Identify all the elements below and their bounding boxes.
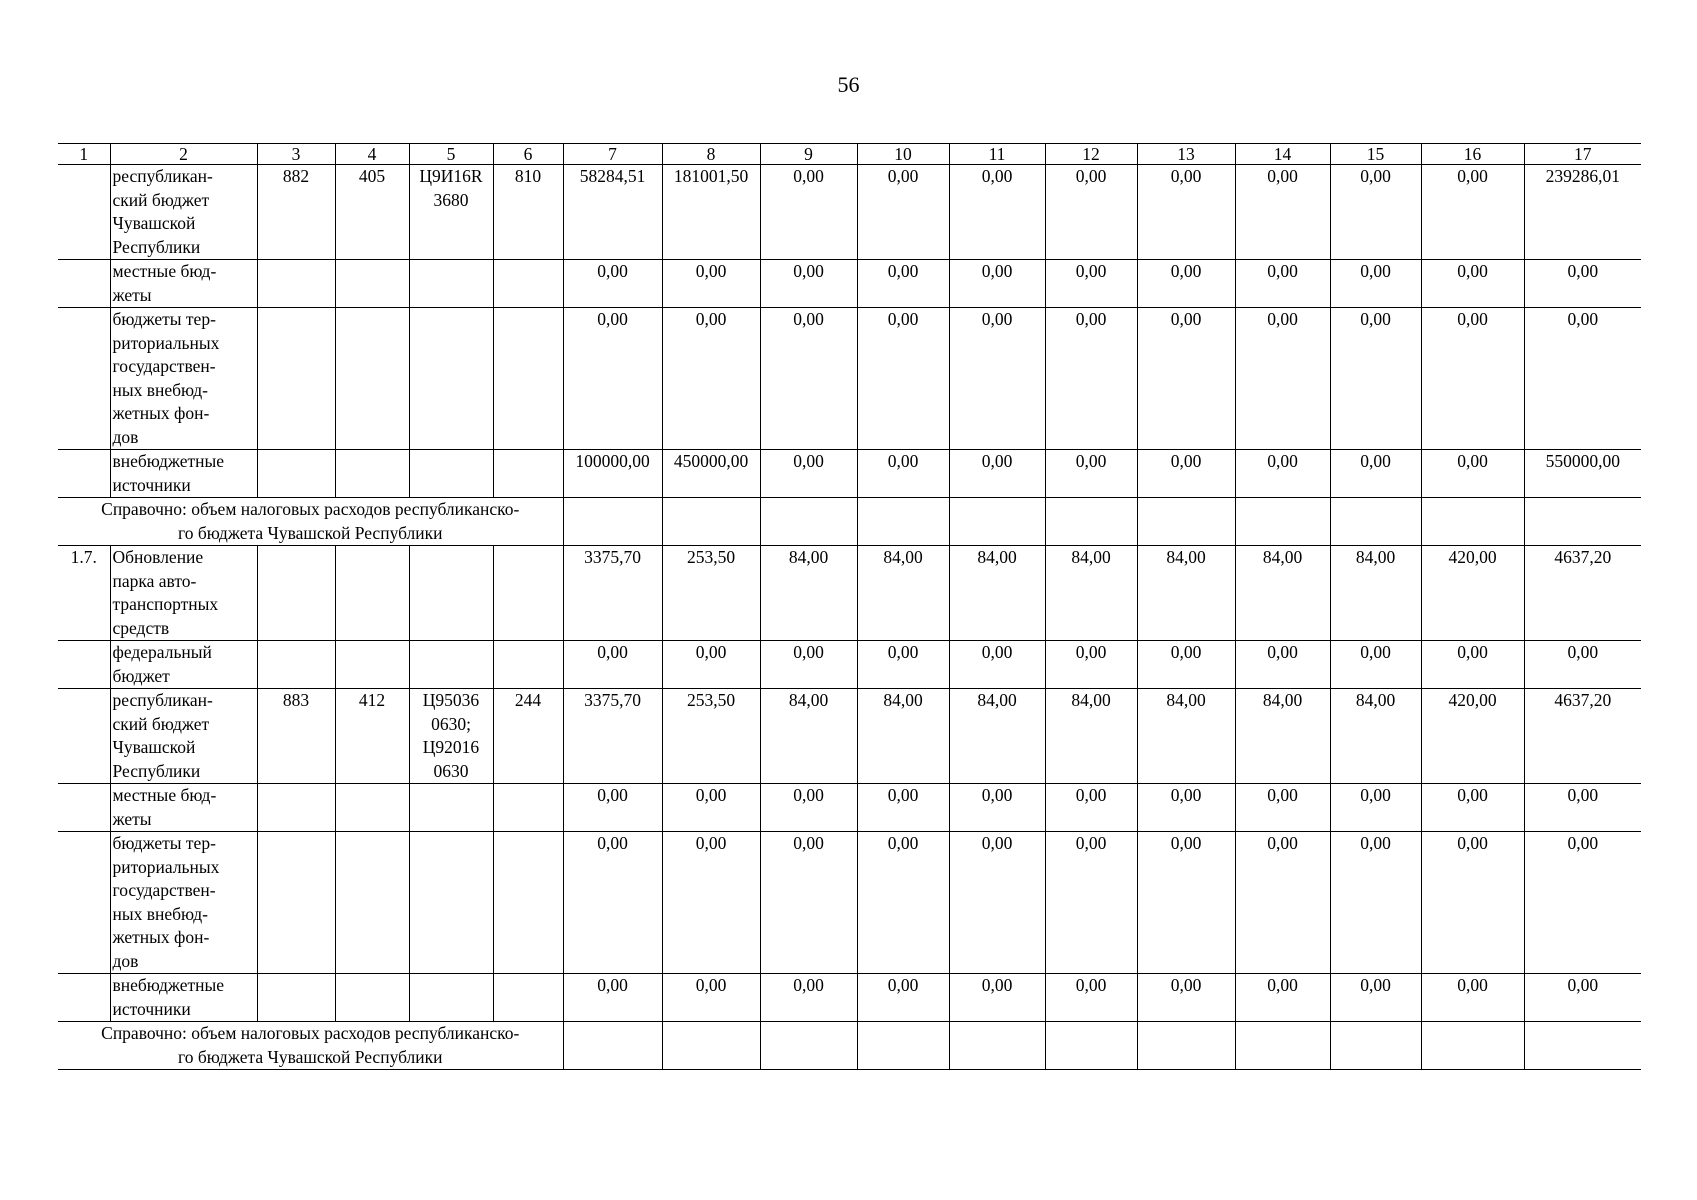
code-col3 xyxy=(257,784,335,832)
value-cell: 0,00 xyxy=(760,974,857,1022)
value-cell: 0,00 xyxy=(1330,450,1421,498)
column-header: 2 xyxy=(110,144,257,165)
code-col6 xyxy=(493,546,563,641)
column-header: 17 xyxy=(1524,144,1641,165)
column-header: 1 xyxy=(58,144,110,165)
code-col4: 412 xyxy=(335,689,409,784)
value-cell xyxy=(949,498,1045,546)
value-cell: 0,00 xyxy=(1137,784,1235,832)
value-cell: 0,00 xyxy=(857,308,949,450)
value-cell: 0,00 xyxy=(857,641,949,689)
value-cell: 0,00 xyxy=(1137,260,1235,308)
page-number: 56 xyxy=(837,72,860,97)
code-col5 xyxy=(409,260,493,308)
value-cell: 0,00 xyxy=(1045,832,1137,974)
value-cell: 0,00 xyxy=(1524,784,1641,832)
value-cell: 0,00 xyxy=(1045,974,1137,1022)
column-header: 8 xyxy=(662,144,760,165)
value-cell: 420,00 xyxy=(1421,689,1524,784)
value-cell: 0,00 xyxy=(563,974,662,1022)
value-cell: 0,00 xyxy=(857,974,949,1022)
code-col6 xyxy=(493,832,563,974)
table-row xyxy=(58,308,1641,450)
value-cell: 84,00 xyxy=(949,546,1045,641)
row-number: 1.7. xyxy=(58,546,110,641)
value-cell: 84,00 xyxy=(760,689,857,784)
column-header: 6 xyxy=(493,144,563,165)
column-header: 4 xyxy=(335,144,409,165)
value-cell: 0,00 xyxy=(1045,450,1137,498)
table-row xyxy=(58,974,1641,1022)
value-cell: 0,00 xyxy=(1421,832,1524,974)
column-header: 16 xyxy=(1421,144,1524,165)
value-cell: 0,00 xyxy=(1137,308,1235,450)
table-row xyxy=(58,641,1641,689)
row-name: внебюджетные источники xyxy=(110,974,257,1022)
value-cell: 0,00 xyxy=(1330,641,1421,689)
column-header: 9 xyxy=(760,144,857,165)
row-number xyxy=(58,165,110,260)
table-row xyxy=(58,165,1641,260)
table-row xyxy=(58,450,1641,498)
value-cell xyxy=(1235,1022,1330,1070)
row-number xyxy=(58,974,110,1022)
column-header: 13 xyxy=(1137,144,1235,165)
value-cell: 0,00 xyxy=(1421,641,1524,689)
code-col3 xyxy=(257,974,335,1022)
value-cell xyxy=(1235,498,1330,546)
code-col4 xyxy=(335,832,409,974)
value-cell: 181001,50 xyxy=(662,165,760,260)
code-col3 xyxy=(257,308,335,450)
value-cell: 420,00 xyxy=(1421,546,1524,641)
value-cell: 0,00 xyxy=(857,832,949,974)
row-number xyxy=(58,832,110,974)
code-col3: 883 xyxy=(257,689,335,784)
value-cell xyxy=(1045,498,1137,546)
code-col3 xyxy=(257,546,335,641)
table-row xyxy=(58,260,1641,308)
value-cell: 0,00 xyxy=(1524,832,1641,974)
value-cell: 0,00 xyxy=(949,260,1045,308)
table-row xyxy=(58,546,1641,641)
column-header: 11 xyxy=(949,144,1045,165)
code-col5 xyxy=(409,832,493,974)
value-cell: 0,00 xyxy=(1045,784,1137,832)
value-cell: 0,00 xyxy=(662,308,760,450)
row-number xyxy=(58,260,110,308)
value-cell: 0,00 xyxy=(949,641,1045,689)
code-col4 xyxy=(335,260,409,308)
code-col6 xyxy=(493,784,563,832)
row-number xyxy=(58,641,110,689)
code-col5 xyxy=(409,546,493,641)
value-cell: 84,00 xyxy=(1330,546,1421,641)
value-cell: 0,00 xyxy=(760,641,857,689)
value-cell: 0,00 xyxy=(760,260,857,308)
column-header: 7 xyxy=(563,144,662,165)
code-col5: Ц95036 0630; Ц92016 0630 xyxy=(409,689,493,784)
value-cell: 4637,20 xyxy=(1524,689,1641,784)
code-col6 xyxy=(493,641,563,689)
value-cell: 0,00 xyxy=(1421,784,1524,832)
code-col6 xyxy=(493,450,563,498)
value-cell: 0,00 xyxy=(563,784,662,832)
value-cell xyxy=(1524,1022,1641,1070)
value-cell xyxy=(1421,1022,1524,1070)
row-name: бюджеты тер- риториальных государствен- ных внебюд- жетных фон- дов xyxy=(110,832,257,974)
value-cell: 84,00 xyxy=(1045,689,1137,784)
column-header: 12 xyxy=(1045,144,1137,165)
code-col4 xyxy=(335,546,409,641)
row-name: бюджеты тер- риториальных государствен- ных внебюд- жетных фон- дов xyxy=(110,308,257,450)
reference-note: Справочно: объем налоговых расходов республиканско- го бюджета Чувашской Республики xyxy=(58,498,563,546)
value-cell xyxy=(662,498,760,546)
code-col4 xyxy=(335,974,409,1022)
value-cell xyxy=(857,1022,949,1070)
value-cell: 100000,00 xyxy=(563,450,662,498)
value-cell: 0,00 xyxy=(857,165,949,260)
column-header: 5 xyxy=(409,144,493,165)
value-cell: 0,00 xyxy=(760,165,857,260)
row-number xyxy=(58,689,110,784)
code-col4: 405 xyxy=(335,165,409,260)
value-cell: 84,00 xyxy=(857,689,949,784)
code-col6 xyxy=(493,260,563,308)
value-cell: 0,00 xyxy=(1330,165,1421,260)
code-col4 xyxy=(335,308,409,450)
row-name: местные бюд- жеты xyxy=(110,260,257,308)
value-cell: 0,00 xyxy=(1235,784,1330,832)
value-cell xyxy=(563,1022,662,1070)
value-cell xyxy=(760,1022,857,1070)
value-cell: 84,00 xyxy=(1235,689,1330,784)
value-cell: 84,00 xyxy=(857,546,949,641)
value-cell: 0,00 xyxy=(949,308,1045,450)
value-cell: 0,00 xyxy=(1137,450,1235,498)
row-name: внебюджетные источники xyxy=(110,450,257,498)
value-cell: 0,00 xyxy=(563,832,662,974)
code-col5 xyxy=(409,974,493,1022)
value-cell: 0,00 xyxy=(857,784,949,832)
value-cell: 0,00 xyxy=(1235,832,1330,974)
value-cell: 253,50 xyxy=(662,689,760,784)
value-cell: 0,00 xyxy=(1421,260,1524,308)
value-cell xyxy=(1137,1022,1235,1070)
value-cell: 0,00 xyxy=(1137,974,1235,1022)
value-cell: 0,00 xyxy=(662,974,760,1022)
value-cell: 0,00 xyxy=(1045,641,1137,689)
value-cell: 0,00 xyxy=(662,784,760,832)
value-cell: 84,00 xyxy=(1137,689,1235,784)
value-cell xyxy=(662,1022,760,1070)
value-cell: 0,00 xyxy=(1524,308,1641,450)
value-cell: 0,00 xyxy=(1421,450,1524,498)
value-cell: 84,00 xyxy=(1235,546,1330,641)
value-cell xyxy=(1330,498,1421,546)
value-cell: 0,00 xyxy=(760,450,857,498)
row-name: республикан- ский бюджет Чувашской Республики xyxy=(110,689,257,784)
code-col4 xyxy=(335,641,409,689)
column-header: 3 xyxy=(257,144,335,165)
value-cell: 0,00 xyxy=(1235,260,1330,308)
value-cell: 0,00 xyxy=(857,260,949,308)
value-cell: 0,00 xyxy=(1137,832,1235,974)
value-cell: 0,00 xyxy=(563,641,662,689)
row-number xyxy=(58,784,110,832)
value-cell: 0,00 xyxy=(1330,308,1421,450)
column-header: 14 xyxy=(1235,144,1330,165)
column-header: 10 xyxy=(857,144,949,165)
value-cell: 0,00 xyxy=(1235,974,1330,1022)
value-cell: 84,00 xyxy=(949,689,1045,784)
value-cell: 0,00 xyxy=(662,641,760,689)
value-cell: 0,00 xyxy=(1524,641,1641,689)
value-cell: 58284,51 xyxy=(563,165,662,260)
value-cell: 84,00 xyxy=(760,546,857,641)
value-cell xyxy=(1421,498,1524,546)
value-cell: 0,00 xyxy=(760,784,857,832)
row-number xyxy=(58,450,110,498)
value-cell: 0,00 xyxy=(1235,450,1330,498)
value-cell xyxy=(563,498,662,546)
value-cell: 0,00 xyxy=(563,260,662,308)
value-cell: 0,00 xyxy=(760,832,857,974)
value-cell: 450000,00 xyxy=(662,450,760,498)
value-cell: 0,00 xyxy=(1235,308,1330,450)
code-col5: Ц9И16R 3680 xyxy=(409,165,493,260)
value-cell xyxy=(949,1022,1045,1070)
code-col5 xyxy=(409,784,493,832)
value-cell: 3375,70 xyxy=(563,546,662,641)
value-cell: 0,00 xyxy=(1421,165,1524,260)
reference-note-row xyxy=(58,498,1641,546)
code-col6 xyxy=(493,308,563,450)
value-cell: 550000,00 xyxy=(1524,450,1641,498)
value-cell: 0,00 xyxy=(1045,308,1137,450)
value-cell: 0,00 xyxy=(949,784,1045,832)
column-header: 15 xyxy=(1330,144,1421,165)
value-cell xyxy=(857,498,949,546)
value-cell: 0,00 xyxy=(1045,260,1137,308)
value-cell: 0,00 xyxy=(949,832,1045,974)
value-cell: 0,00 xyxy=(1045,165,1137,260)
code-col5 xyxy=(409,641,493,689)
value-cell: 0,00 xyxy=(1421,308,1524,450)
value-cell: 0,00 xyxy=(949,450,1045,498)
value-cell: 84,00 xyxy=(1045,546,1137,641)
value-cell: 239286,01 xyxy=(1524,165,1641,260)
value-cell: 0,00 xyxy=(1235,165,1330,260)
value-cell xyxy=(1330,1022,1421,1070)
row-name: Обновление парка авто- транспортных средств xyxy=(110,546,257,641)
row-name: местные бюд- жеты xyxy=(110,784,257,832)
value-cell xyxy=(1524,498,1641,546)
value-cell: 0,00 xyxy=(1330,832,1421,974)
table-row xyxy=(58,689,1641,784)
value-cell: 0,00 xyxy=(1137,641,1235,689)
value-cell: 0,00 xyxy=(1330,784,1421,832)
code-col4 xyxy=(335,450,409,498)
code-col3 xyxy=(257,260,335,308)
table-row xyxy=(58,784,1641,832)
value-cell: 0,00 xyxy=(662,832,760,974)
code-col6 xyxy=(493,974,563,1022)
code-col3: 882 xyxy=(257,165,335,260)
code-col5 xyxy=(409,450,493,498)
value-cell: 0,00 xyxy=(760,308,857,450)
value-cell: 3375,70 xyxy=(563,689,662,784)
reference-note-row xyxy=(58,1022,1641,1070)
code-col3 xyxy=(257,832,335,974)
row-name: федеральный бюджет xyxy=(110,641,257,689)
value-cell: 0,00 xyxy=(563,308,662,450)
value-cell: 0,00 xyxy=(949,974,1045,1022)
value-cell: 0,00 xyxy=(949,165,1045,260)
code-col6: 810 xyxy=(493,165,563,260)
reference-note: Справочно: объем налоговых расходов республиканско- го бюджета Чувашской Республики xyxy=(58,1022,563,1070)
value-cell xyxy=(1137,498,1235,546)
column-header-row xyxy=(58,144,1641,165)
value-cell: 84,00 xyxy=(1330,689,1421,784)
value-cell: 0,00 xyxy=(1330,260,1421,308)
code-col5 xyxy=(409,308,493,450)
table-row xyxy=(58,832,1641,974)
value-cell: 253,50 xyxy=(662,546,760,641)
value-cell: 0,00 xyxy=(1421,974,1524,1022)
value-cell: 0,00 xyxy=(1330,974,1421,1022)
code-col3 xyxy=(257,450,335,498)
value-cell: 84,00 xyxy=(1137,546,1235,641)
value-cell: 0,00 xyxy=(1137,165,1235,260)
value-cell xyxy=(1045,1022,1137,1070)
value-cell: 0,00 xyxy=(1524,260,1641,308)
row-number xyxy=(58,308,110,450)
value-cell: 0,00 xyxy=(857,450,949,498)
code-col3 xyxy=(257,641,335,689)
value-cell: 0,00 xyxy=(662,260,760,308)
row-name: республикан- ский бюджет Чувашской Республики xyxy=(110,165,257,260)
value-cell: 4637,20 xyxy=(1524,546,1641,641)
code-col4 xyxy=(335,784,409,832)
budget-table xyxy=(58,143,1641,1070)
value-cell: 0,00 xyxy=(1235,641,1330,689)
value-cell: 0,00 xyxy=(1524,974,1641,1022)
code-col6: 244 xyxy=(493,689,563,784)
value-cell xyxy=(760,498,857,546)
